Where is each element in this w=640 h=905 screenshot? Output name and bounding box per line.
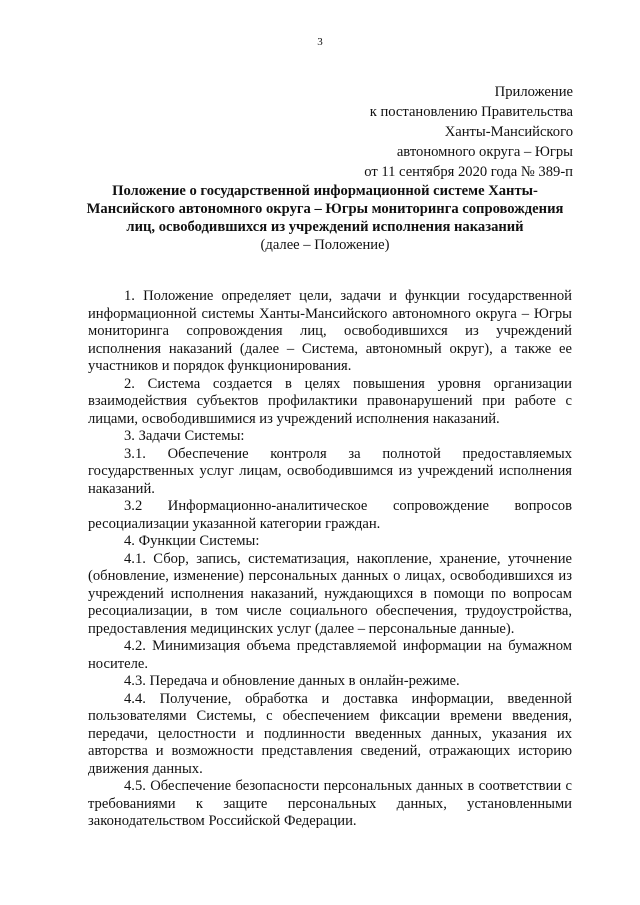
appendix-line: Приложение — [494, 84, 573, 100]
paragraph: 4.3. Передача и обновление данных в онлайн-режиме. — [124, 673, 460, 689]
paragraph: 4.5. Обеспечение безопасности персональных данных в соответствии с требованиями к защите персональных данных, установленными законодательством Российской Федерации. — [88, 778, 572, 829]
appendix-line: к постановлению Правительства — [369, 104, 573, 120]
document-body — [88, 288, 572, 831]
paragraph: 1. Положение определяет цели, задачи и функции государственной информационной системы Ханты-Мансийского автономного округа – Югры мониторинга сопровождения лиц, освободившихся из учреждений исполнения наказаний (далее – Система, автономный округ), а также ее участников и порядок функционирования. — [88, 288, 572, 374]
paragraph: 4.2. Минимизация объема представляемой информации на бумажном носителе. — [88, 638, 572, 672]
page-number: 3 — [317, 36, 323, 48]
paragraph: 2. Система создается в целях повышения уровня организации взаимодействия субъектов профилактики правонарушений при работе с лицами, освободившимися из учреждений исполнения наказаний. — [88, 375, 572, 427]
paragraph: 4.4. Получение, обработка и доставка информации, введенной пользователями Системы, с обеспечением фиксации времени введения, передачи, целостности и подлинности введенных данных, указания их авторства и возможности представления сведений, отражающих историю движения данных. — [88, 690, 572, 777]
title-heading: Положение о государственной информационной системе Ханты-Мансийского автономного округа – Югры мониторинга сопровождения лиц, освободившихся из учреждений исполнения наказаний — [86, 183, 564, 235]
appendix-line: Ханты-Мансийского — [444, 124, 573, 140]
paragraph: 3. Задачи Системы: — [124, 428, 245, 444]
appendix-block — [364, 82, 573, 182]
appendix-line: автономного округа – Югры — [396, 144, 573, 160]
paragraph: 4. Функции Системы: — [124, 533, 260, 549]
appendix-line: от 11 сентября 2020 года № 389-п — [364, 164, 573, 180]
paragraph: 3.1. Обеспечение контроля за полнотой предоставляемых государственных услуг лицам, освободившимся из учреждений исполнения наказаний. — [88, 445, 572, 497]
paragraph: 4.1. Сбор, запись, систематизация, накопление, хранение, уточнение (обновление, изменение) персональных данных о лицах, освободившихся из учреждений исполнения наказаний, нуждающихся в помощи по вопросам ресоциализации, в том числе социального обеспечения, трудоустройства, предоставления медицинских услуг (далее – персональные данные). — [88, 550, 572, 637]
document-title — [80, 182, 570, 254]
title-subheading: (далее – Положение) — [260, 237, 390, 253]
paragraph: 3.2 Информационно-аналитическое сопровождение вопросов ресоциализации указанной категории граждан. — [88, 498, 572, 532]
